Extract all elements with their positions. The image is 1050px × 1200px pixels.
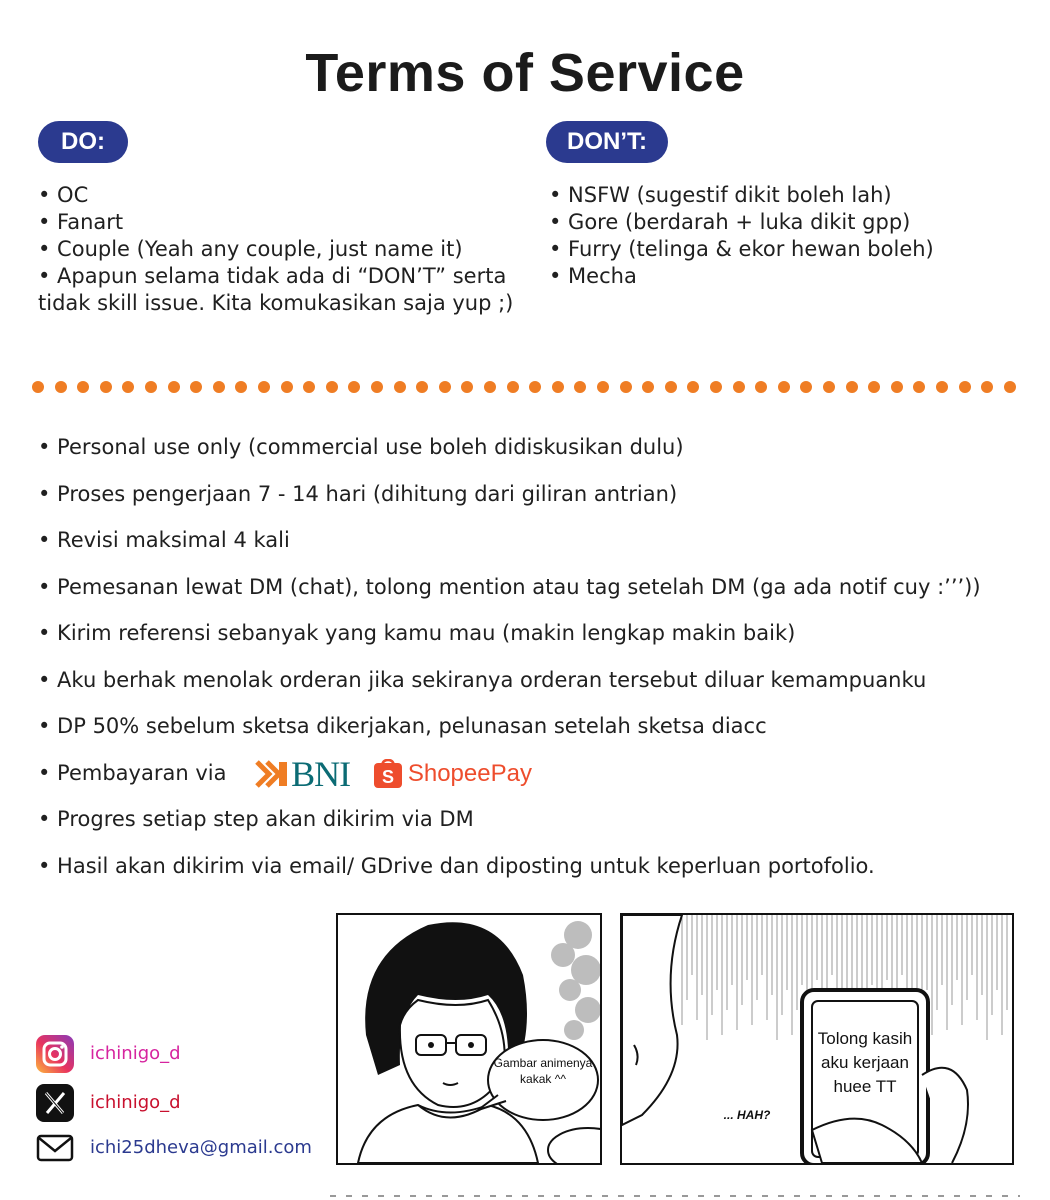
divider-dot <box>1004 381 1016 393</box>
rule-text: • Revisi maksimal 4 kali <box>38 528 290 552</box>
divider-dot <box>145 381 157 393</box>
divider-dot <box>55 381 67 393</box>
divider-dot <box>348 381 360 393</box>
divider-dot <box>755 381 767 393</box>
x-icon <box>36 1084 74 1122</box>
divider-dot <box>213 381 225 393</box>
instagram-link[interactable] <box>36 1035 356 1075</box>
rule-item <box>38 666 1028 713</box>
payment-logos <box>255 753 532 794</box>
rule-text: • Kirim referensi sebanyak yang kamu mau (makin lengkap makin baik) <box>38 621 796 645</box>
bni-logo <box>255 753 351 794</box>
divider-dot <box>981 381 993 393</box>
divider-dot <box>168 381 180 393</box>
rule-item <box>38 433 1028 480</box>
divider-dot <box>416 381 428 393</box>
divider-dot <box>371 381 383 393</box>
divider-dot <box>936 381 948 393</box>
dont-item: • Gore (berdarah + luka dikit gpp) <box>549 210 911 234</box>
instagram-handle: ichinigo_d <box>90 1043 181 1064</box>
divider-dot <box>439 381 451 393</box>
rule-text: • Progres setiap step akan dikirim via DM <box>38 807 474 831</box>
divider-dot <box>303 381 315 393</box>
divider-dot <box>394 381 406 393</box>
divider-dot <box>823 381 835 393</box>
divider-dot <box>778 381 790 393</box>
speech-bubble-text: Gambar animenya kakak ^^ <box>493 1056 593 1086</box>
rule-item <box>38 619 1028 666</box>
do-item: • Apapun selama tidak ada di “DON’T” serta tidak skill issue. Kita komukasikan saja yup ;) <box>38 264 514 315</box>
rule-item <box>38 573 1028 620</box>
x-handle: ichinigo_d <box>90 1092 181 1113</box>
dont-item: • Mecha <box>549 264 637 288</box>
rule-item <box>38 526 1028 573</box>
divider-dot <box>846 381 858 393</box>
divider-dot <box>258 381 270 393</box>
divider-dot <box>326 381 338 393</box>
divider-dot <box>574 381 586 393</box>
divider-dot <box>868 381 880 393</box>
bni-text: BNI <box>291 753 351 794</box>
rule-item <box>38 480 1028 527</box>
shopeepay-text: ShopeePay <box>407 759 532 787</box>
divider-dot <box>959 381 971 393</box>
divider-dot <box>190 381 202 393</box>
hah-text: ... HAH? <box>723 1108 771 1122</box>
dont-item: • NSFW (sugestif dikit boleh lah) <box>549 183 892 207</box>
rule-text: • DP 50% sebelum sketsa dikerjakan, pelunasan setelah sketsa diacc <box>38 714 767 738</box>
bni-mark-icon <box>255 759 289 789</box>
rule-text: • Pembayaran via <box>38 760 227 785</box>
do-badge: DO: <box>38 121 128 163</box>
dont-badge: DON’T: <box>546 121 668 163</box>
divider-dot <box>100 381 112 393</box>
svg-text:S: S <box>381 766 394 787</box>
rule-text: • Pemesanan lewat DM (chat), tolong mention atau tag setelah DM (ga ada notif cuy :’’’)) <box>38 574 981 599</box>
divider-dot <box>507 381 519 393</box>
divider-dot <box>710 381 722 393</box>
phone-screen-text: Tolong kasih aku kerjaan huee TT <box>817 1029 913 1096</box>
rule-text: • Hasil akan dikirim via email/ GDrive dan diposting untuk keperluan portofolio. <box>38 853 875 878</box>
mail-icon <box>36 1129 74 1167</box>
shopee-bag-icon <box>373 759 403 789</box>
comic-panel-left <box>336 913 602 1165</box>
anime-character-illustration <box>338 915 600 1163</box>
comic-panel-right <box>620 913 1014 1165</box>
rule-text: • Personal use only (commercial use boleh didiskusikan dulu) <box>38 435 684 459</box>
rules-list <box>38 433 1028 898</box>
divider-dot <box>800 381 812 393</box>
rule-item <box>38 805 1028 852</box>
rule-text: • Aku berhak menolak orderan jika sekiranya orderan tersebut diluar kemampuanku <box>38 667 927 692</box>
shopeepay-logo <box>373 759 532 789</box>
divider-dot <box>597 381 609 393</box>
divider-dot <box>529 381 541 393</box>
rule-item <box>38 852 1028 899</box>
email-address: ichi25dheva@gmail.com <box>90 1137 312 1158</box>
dont-list <box>549 182 1009 290</box>
instagram-icon <box>36 1035 74 1073</box>
divider-dot <box>552 381 564 393</box>
divider-dot <box>281 381 293 393</box>
rule-text: • Proses pengerjaan 7 - 14 hari (dihitung dari giliran antrian) <box>38 481 678 506</box>
do-item: • Fanart <box>38 210 124 234</box>
divider-dot <box>32 381 44 393</box>
divider-dot <box>461 381 473 393</box>
x-link[interactable] <box>36 1084 356 1124</box>
email-link[interactable] <box>36 1129 356 1169</box>
divider-dot <box>665 381 677 393</box>
cropped-panel-strip <box>330 1188 1020 1200</box>
dont-item: • Furry (telinga & ekor hewan boleh) <box>549 237 934 261</box>
divider-dot <box>122 381 134 393</box>
divider-dot <box>913 381 925 393</box>
page-title: Terms of Service <box>305 43 745 103</box>
divider-dot <box>642 381 654 393</box>
do-item: • Couple (Yeah any couple, just name it) <box>38 237 463 261</box>
dotted-divider <box>32 381 1022 393</box>
divider-dot <box>891 381 903 393</box>
rule-item <box>38 712 1028 759</box>
divider-dot <box>235 381 247 393</box>
divider-dot <box>484 381 496 393</box>
do-item: • OC <box>38 183 89 207</box>
divider-dot <box>733 381 745 393</box>
divider-dot <box>687 381 699 393</box>
rule-item <box>38 753 1028 806</box>
divider-dot <box>620 381 632 393</box>
do-list <box>38 182 518 317</box>
divider-dot <box>77 381 89 393</box>
